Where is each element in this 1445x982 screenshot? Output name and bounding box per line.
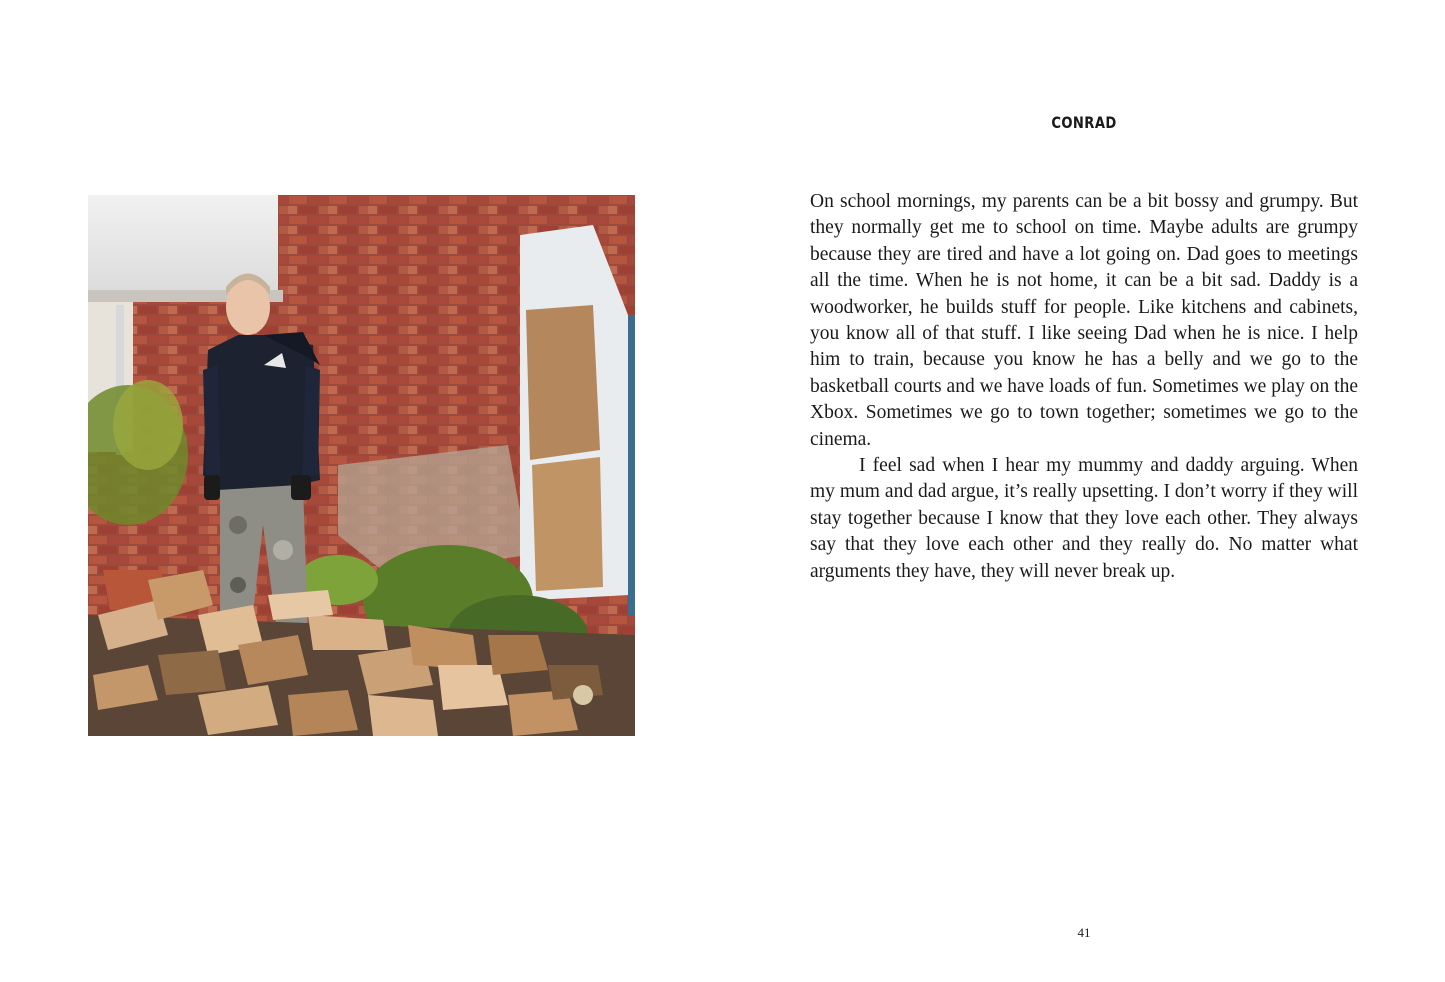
chapter-title: CONRAD — [1051, 113, 1117, 132]
page-number: 41 — [1077, 925, 1091, 940]
paragraph-1: On school mornings, my parents can be a bit bossy and grumpy. But they normally get me to school on time. Maybe adults are grumpy because they are tired and have a lot going on. Dad goes to meetings all the time. When he is not home, it can be a bit sad. Daddy is a woodworker, he builds stuff for people. Like kitchens and cabinets, you know all of that stuff. I like seeing Dad when he is nice. I help him to train, because you know he has a belly and we go to the basketball courts and we have loads of fun. Sometimes we play on the Xbox. Sometimes we go to town together; sometimes we go to the cinema. — [810, 191, 1358, 450]
photograph-boy-on-woodpile — [88, 195, 635, 736]
paragraph-2: I feel sad when I hear my mummy and daddy arguing. When my mum and dad argue, it’s really upsetting. I don’t worry if they will stay together because I know that they love each other. They always say that they love each other and they really do. No matter what arguments they have, they will never break up. — [810, 455, 1358, 582]
van-body — [628, 315, 635, 615]
photo-illustration — [88, 195, 635, 736]
left-plant-leaves — [113, 380, 183, 470]
left-glove — [204, 475, 220, 500]
body-text — [810, 189, 1358, 585]
left-arm — [203, 365, 220, 477]
van-door-panel-lower — [532, 457, 603, 591]
right-glove — [291, 475, 311, 500]
face — [226, 279, 270, 335]
van-door-panel-upper — [526, 305, 600, 460]
